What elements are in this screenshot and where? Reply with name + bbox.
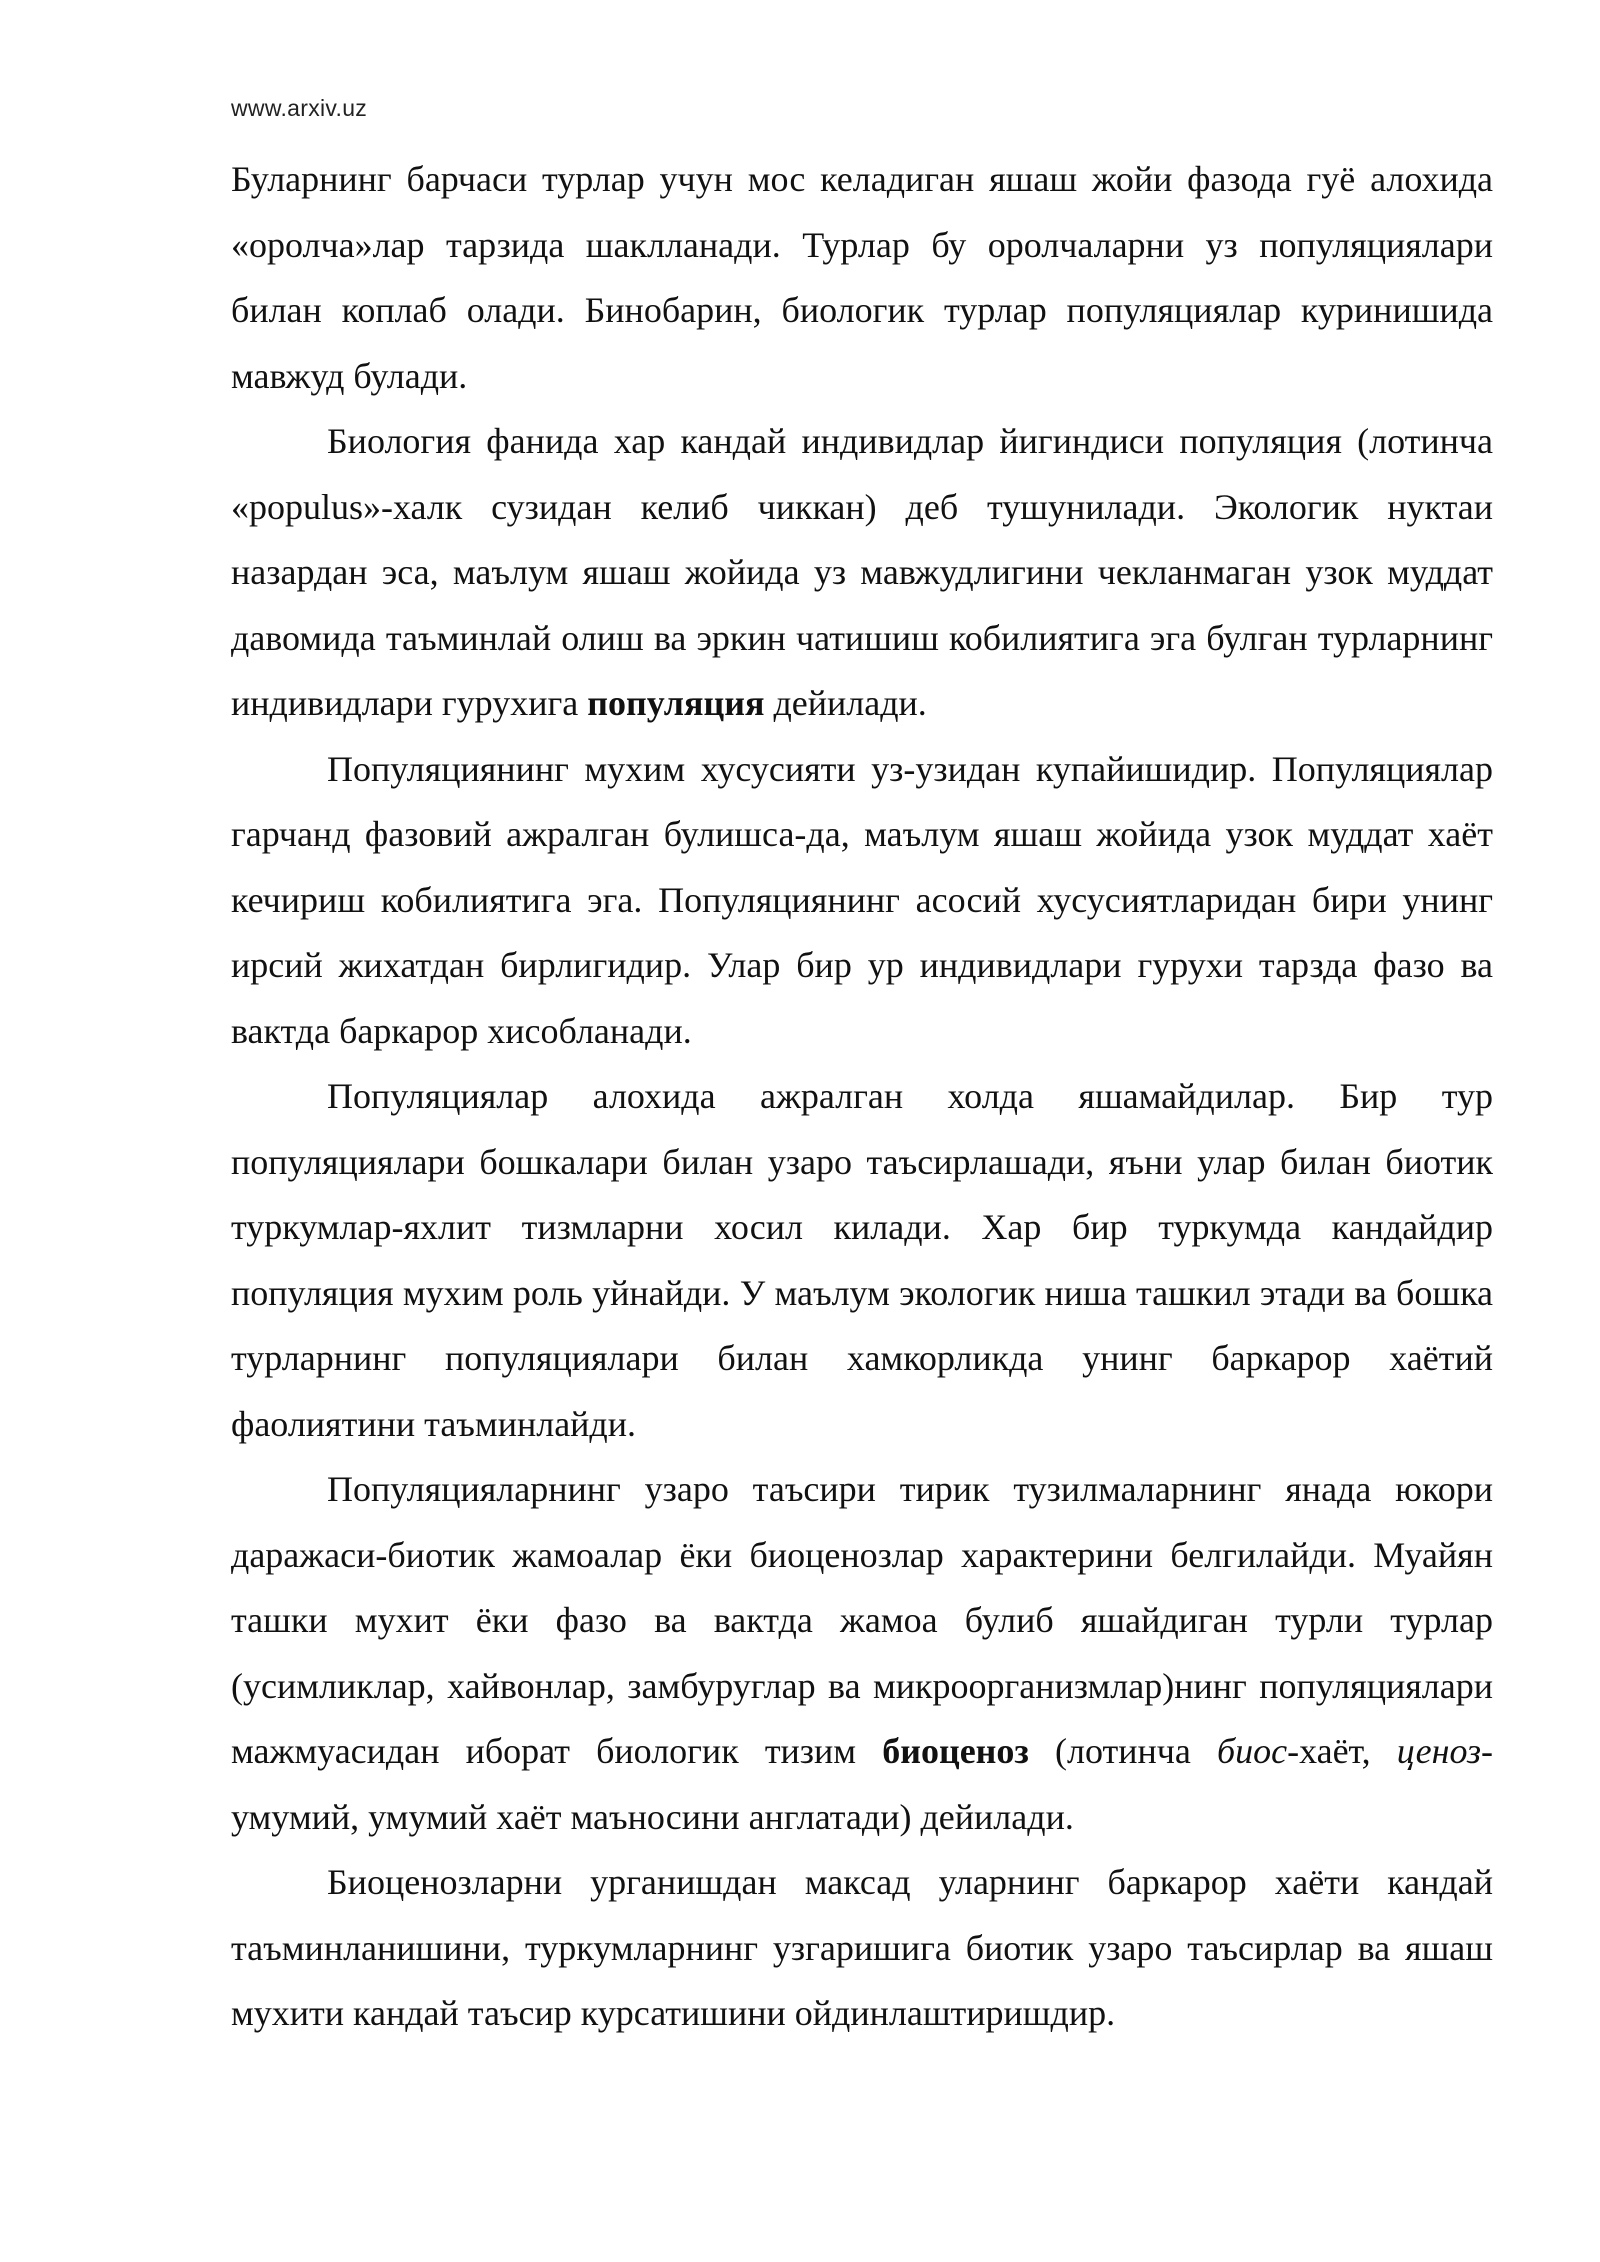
paragraph-6: Биоценозларни урганишдан максад уларнинг баркарор хаёти кандай таъминланишини, туркумларнинг узгаришига биотик узаро таъсирлар ва яшаш мухити кандай таъсир курсатишини ойдинлаштиришдир. bbox=[231, 1862, 1493, 2033]
paragraph-5-end: -умумий, умумий хаёт маъносини англатади) дейилади. bbox=[231, 1731, 1494, 1837]
paragraph-5-middle: (лотинча bbox=[1028, 1731, 1217, 1771]
paragraph-5-text: Популяцияларнинг узаро таъсири тирик тузилмаларнинг янада юкори даражаси-биотик жамоалар ёки биоценозлар характерини белгилайди. Муайян ташки мухит ёки фазо ва вактда жамоа булиб яшайдиган турли турлар (усимликлар, хайвонлар, замбуруглар ва микроорганизмлар)нинг популяциялари мажмуасидан иборат биологик тизим bbox=[231, 1469, 1493, 1771]
site-header: www.arxiv.uz bbox=[231, 95, 368, 121]
paragraph-5 bbox=[231, 1457, 1493, 1850]
paragraph-2-end: дейилади. bbox=[764, 683, 927, 723]
term-cenoz: ценоз bbox=[1396, 1731, 1482, 1771]
paragraph-5-mid2: -хаёт, bbox=[1287, 1731, 1397, 1771]
term-population: популяция bbox=[587, 683, 765, 723]
paragraph-1: Буларнинг барчаси турлар учун мос келадиган яшаш жойи фазода гуё алохида «оролча»лар тарзида шаклланади. Турлар бу оролчаларни уз популяциялари билан коплаб олади. Бинобарин, биологик турлар популяциялар куринишида мавжуд булади. bbox=[231, 159, 1493, 396]
term-biocenosis: биоценоз bbox=[882, 1731, 1029, 1771]
term-bios: биос bbox=[1216, 1731, 1288, 1771]
paragraph-2-text: Биология фанида хар кандай индивидлар йигиндиси популяция (лотинча «populus»-халк сузидан келиб чиккан) деб тушунилади. Экологик нуктаи назардан эса, маълум яшаш жойида уз мавжудлигини чекланмаган узок муддат давомида таъминлай олиш ва эркин чатишиш кобилиятига эга булган турларнинг индивидлари гурухига bbox=[231, 421, 1493, 723]
paragraph-2 bbox=[231, 409, 1493, 737]
paragraph-3: Популяциянинг мухим хусусияти уз-узидан купайишидир. Популяциялар гарчанд фазовий ажралган булишса-да, маълум яшаш жойида узок муддат хаёт кечириш кобилиятига эга. Популяциянинг асосий хусусиятларидан бири унинг ирсий жихатдан бирлигидир. Улар бир ур индивидлари гурухи тарзда фазо ва вактда баркарор хисобланади. bbox=[231, 748, 1493, 1051]
paragraph-4: Популяциялар алохида ажралган холда яшамайдилар. Бир тур популяциялари бошкалари билан узаро таъсирлашади, яъни улар билан биотик туркумлар-яхлит тизмларни хосил килади. Хар бир туркумда кандайдир популяция мухим роль уйнайди. У маълум экологик ниша ташкил этади ва бошка турларнинг популяциялари билан хамкорликда унинг баркарор хаётий фаолиятини таъминлайди. bbox=[231, 1076, 1493, 1444]
document-body bbox=[231, 147, 1493, 2047]
